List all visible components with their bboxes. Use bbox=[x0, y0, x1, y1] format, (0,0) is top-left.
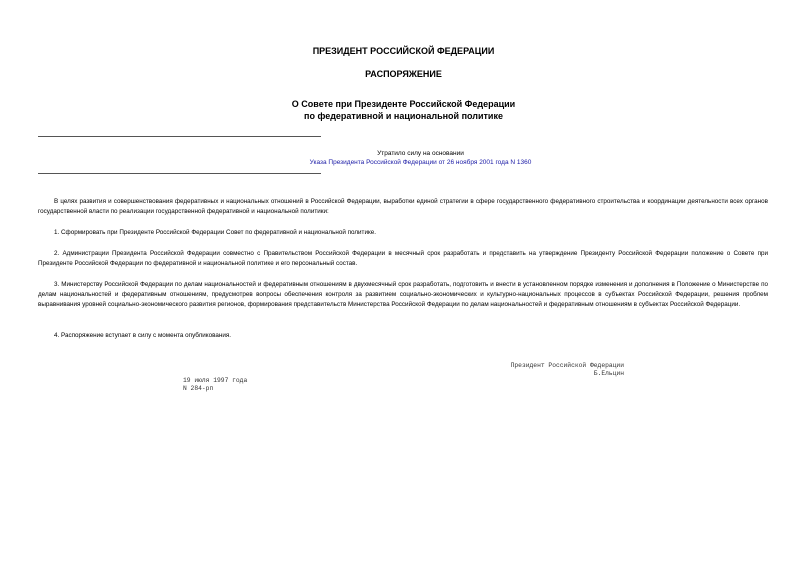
status-note: Утратило силу на основании bbox=[377, 150, 464, 157]
preamble-paragraph: В целях развития и совершенствования федеративных и национальных отношений в Российской Федерации, выработки единой стратегии в сфере государственного федеративного строительства и координации деятельности всех органов государственной власти по реализации государственной федеративной и национальной политики: bbox=[38, 198, 768, 216]
item-1-paragraph: 1. Сформировать при Президенте Российской Федерации Совет по федеративной и национальной политике. bbox=[54, 229, 377, 236]
separator-line-top bbox=[38, 136, 321, 137]
document-date: 19 июля 1997 года bbox=[183, 377, 248, 384]
document-title-line-1: О Совете при Президенте Российской Федерации bbox=[291, 99, 516, 109]
separator-line-bottom bbox=[38, 173, 321, 174]
document-type: РАСПОРЯЖЕНИЕ bbox=[365, 69, 442, 79]
signature-name: Б.Ельцин bbox=[593, 370, 624, 377]
issuing-authority: ПРЕЗИДЕНТ РОССИЙСКОЙ ФЕДЕРАЦИИ bbox=[312, 46, 495, 56]
item-4-paragraph: 4. Распоряжение вступает в силу с момента опубликования. bbox=[54, 332, 232, 339]
document-title-line-2: по федеративной и национальной политике bbox=[304, 111, 503, 121]
item-2-paragraph: 2. Администрации Президента Российской Федерации совместно с Правительством Российской Федерации в месячный срок разработать и представить на утверждение Президенту Российской Федерации положение о Совете при Президенте Российской Федерации по федеративной и национальной политике и его персональный состав. bbox=[38, 250, 768, 268]
signature-position: Президент Российской Федерации bbox=[510, 362, 624, 369]
item-3-paragraph: 3. Министерству Российской Федерации по делам национальностей и федеративным отношениям в двухмесячный срок разработать, подготовить и внести в установленном порядке изменения и дополнения в Положение о Министерстве по делам национальностей и федеративным отношениям, предусмотрев вопросы обеспечения контроля за развитием социально-экономических и культурно-национальных процессов в субъектах Российской Федерации, решения проблем выравнивания уровней социально-экономического развития регионов, формирования представительств Министерства Российской Федерации по делам национальностей и федеративным отношениям в субъектах Российской Федерации. bbox=[38, 281, 768, 309]
repeal-decree-link[interactable]: Указа Президента Российской Федерации от 26 ноября 2001 года N 1360 bbox=[309, 159, 532, 166]
document-number: N 284-рп bbox=[183, 385, 214, 392]
